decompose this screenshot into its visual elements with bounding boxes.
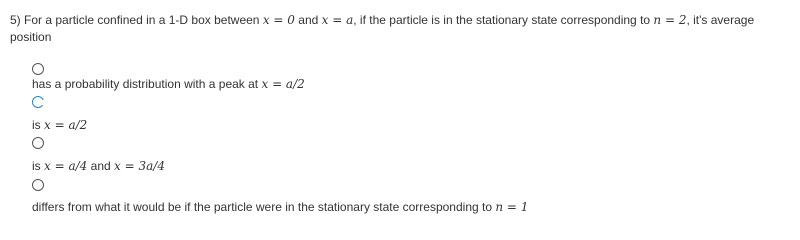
option-text: and [90,159,111,173]
math-expression: n = 2 [653,13,687,27]
question-text-part: and [298,13,319,27]
question-text-part: For a particle confined in a 1-D box between [24,13,260,27]
question-text [10,12,795,46]
question-number: 5) [10,13,21,27]
math-expression: x = 3a/4 [114,159,165,173]
option-text: is [32,159,41,173]
option-1-radio[interactable] [32,63,44,75]
option-2-label[interactable] [32,117,87,133]
math-expression: x = 0 [262,13,295,27]
math-expression: x = a [321,13,354,27]
option-4-label[interactable] [32,199,528,215]
option-2-radio[interactable] [32,96,44,108]
math-expression: x = a/4 [44,159,88,173]
option-4-radio[interactable] [32,179,44,191]
math-expression: x = a/2 [261,77,305,91]
option-text: is [32,118,41,132]
math-expression: n = 1 [495,200,529,214]
math-expression: x = a/2 [44,118,88,132]
question-text-part: , it's average position [10,13,755,44]
option-1-label[interactable] [32,76,305,92]
option-text: differs from what it would be if the particle were in the stationary state corresponding to [32,200,493,214]
option-text: has a probability distribution with a peak at [32,77,259,91]
option-3-label[interactable] [32,158,165,174]
option-3-radio[interactable] [32,137,44,149]
question-text-part: , if the particle is in the stationary state corresponding to [353,13,651,27]
